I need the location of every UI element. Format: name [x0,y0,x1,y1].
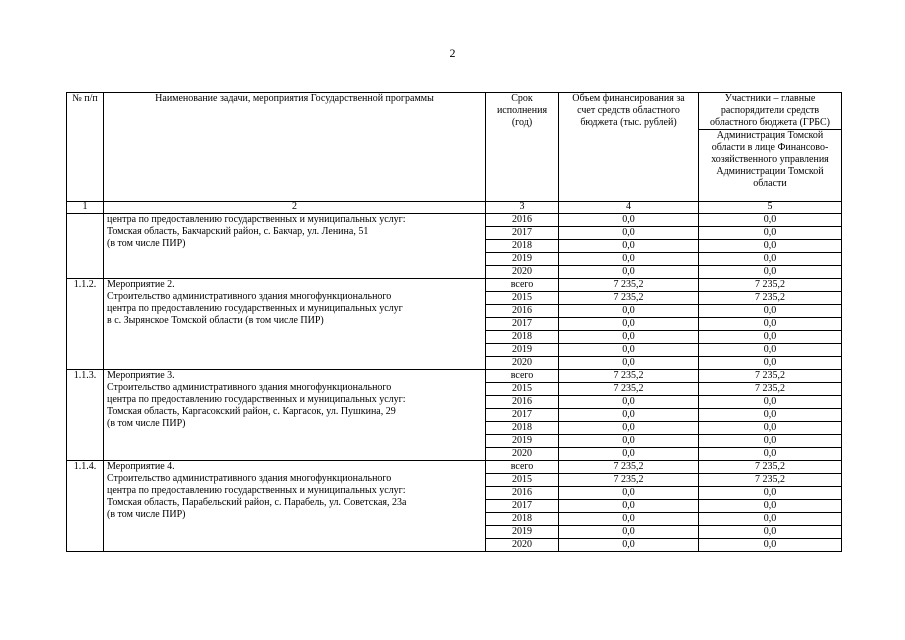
column-number: 3 [486,202,559,214]
grbs-value: 7 235,2 [699,383,842,396]
budget-value: 0,0 [559,396,699,409]
year-cell: 2019 [486,435,559,448]
grbs-value: 0,0 [699,448,842,461]
year-cell: 2018 [486,422,559,435]
budget-value: 7 235,2 [559,279,699,292]
year-cell: всего [486,279,559,292]
column-number: 5 [699,202,842,214]
year-cell: 2020 [486,539,559,552]
grbs-value: 0,0 [699,409,842,422]
budget-value: 0,0 [559,435,699,448]
budget-value: 0,0 [559,305,699,318]
grbs-value: 7 235,2 [699,292,842,305]
year-cell: 2018 [486,513,559,526]
page-number: 2 [449,46,456,60]
column-number: 1 [67,202,104,214]
task-number: 1.1.4. [67,461,104,552]
task-name: центра по предоставлению государственных и муниципальных услуг: Томская область, Бакчарский район, с. Бакчар, ул. Ленина, 51 (в том числе ПИР) [104,214,486,279]
budget-value: 0,0 [559,266,699,279]
budget-value: 0,0 [559,331,699,344]
task-number: 1.1.2. [67,279,104,370]
budget-value: 7 235,2 [559,383,699,396]
grbs-value: 0,0 [699,266,842,279]
grbs-value: 0,0 [699,500,842,513]
budget-value: 7 235,2 [559,292,699,305]
budget-value: 0,0 [559,526,699,539]
grbs-value: 7 235,2 [699,370,842,383]
year-cell: 2019 [486,526,559,539]
budget-value: 0,0 [559,409,699,422]
header-term: Срок исполнения (год) [486,93,559,202]
grbs-value: 0,0 [699,227,842,240]
grbs-value: 0,0 [699,357,842,370]
grbs-value: 0,0 [699,435,842,448]
column-number: 4 [559,202,699,214]
header-budget: Объем финансирования за счет средств областного бюджета (тыс. рублей) [559,93,699,202]
budget-value: 0,0 [559,422,699,435]
budget-value: 0,0 [559,344,699,357]
year-cell: 2016 [486,396,559,409]
grbs-value: 0,0 [699,253,842,266]
table-row [67,279,842,292]
year-cell: 2017 [486,500,559,513]
year-cell: 2020 [486,448,559,461]
grbs-value: 7 235,2 [699,279,842,292]
grbs-value: 0,0 [699,422,842,435]
year-cell: 2020 [486,357,559,370]
budget-value: 7 235,2 [559,474,699,487]
grbs-value: 0,0 [699,526,842,539]
year-cell: 2017 [486,318,559,331]
grbs-value: 0,0 [699,305,842,318]
table-body [67,93,842,552]
budget-value: 0,0 [559,357,699,370]
grbs-value: 0,0 [699,318,842,331]
year-cell: всего [486,370,559,383]
table-row [67,370,842,383]
year-cell: всего [486,461,559,474]
grbs-value: 0,0 [699,214,842,227]
grbs-value: 0,0 [699,331,842,344]
grbs-value: 0,0 [699,513,842,526]
task-name: Мероприятие 2. Строительство административного здания многофункционального центра по предоставлению государственных и муниципальных услуг в с. Зырянское Томской области (в том числе ПИР) [104,279,486,370]
year-cell: 2019 [486,344,559,357]
year-cell: 2016 [486,305,559,318]
budget-value: 0,0 [559,214,699,227]
year-cell: 2018 [486,240,559,253]
budget-table [66,92,842,552]
task-name: Мероприятие 4. Строительство административного здания многофункционального центра по предоставлению государственных и муниципальных услуг: Томская область, Парабельский район, с. Парабель, ул. Советская, 23а (в том числе ПИР) [104,461,486,552]
grbs-value: 0,0 [699,539,842,552]
column-numbers-row [67,202,842,214]
year-cell: 2015 [486,292,559,305]
grbs-value: 0,0 [699,396,842,409]
year-cell: 2015 [486,383,559,396]
year-cell: 2015 [486,474,559,487]
grbs-value: 0,0 [699,487,842,500]
budget-value: 0,0 [559,513,699,526]
grbs-value: 7 235,2 [699,474,842,487]
grbs-value: 7 235,2 [699,461,842,474]
grbs-value: 0,0 [699,344,842,357]
header-grbs: Участники – главные распорядители средств областного бюджета (ГРБС) [699,93,842,130]
budget-value: 7 235,2 [559,461,699,474]
header-number: № п/п [67,93,104,202]
budget-value: 0,0 [559,318,699,331]
column-number: 2 [104,202,486,214]
budget-value: 0,0 [559,500,699,513]
budget-value: 0,0 [559,240,699,253]
table-row [67,214,842,227]
budget-value: 0,0 [559,253,699,266]
budget-value: 7 235,2 [559,370,699,383]
task-name: Мероприятие 3. Строительство административного здания многофункционального центра по предоставлению государственных и муниципальных услуг: Томская область, Каргасокский район, с. Каргасок, ул. Пушкина, 29 (в том числе ПИР) [104,370,486,461]
header-row [67,93,842,130]
table-row [67,461,842,474]
task-number: 1.1.3. [67,370,104,461]
budget-value: 0,0 [559,448,699,461]
year-cell: 2018 [486,331,559,344]
budget-value: 0,0 [559,539,699,552]
year-cell: 2016 [486,487,559,500]
grbs-value: 0,0 [699,240,842,253]
header-name: Наименование задачи, мероприятия Государственной программы [104,93,486,202]
task-number [67,214,104,279]
year-cell: 2019 [486,253,559,266]
year-cell: 2017 [486,227,559,240]
budget-value: 0,0 [559,487,699,500]
year-cell: 2020 [486,266,559,279]
year-cell: 2017 [486,409,559,422]
year-cell: 2016 [486,214,559,227]
budget-value: 0,0 [559,227,699,240]
header-grbs-admin: Администрация Томской области в лице Финансово-хозяйственного управления Администрации Томской области [699,130,842,202]
